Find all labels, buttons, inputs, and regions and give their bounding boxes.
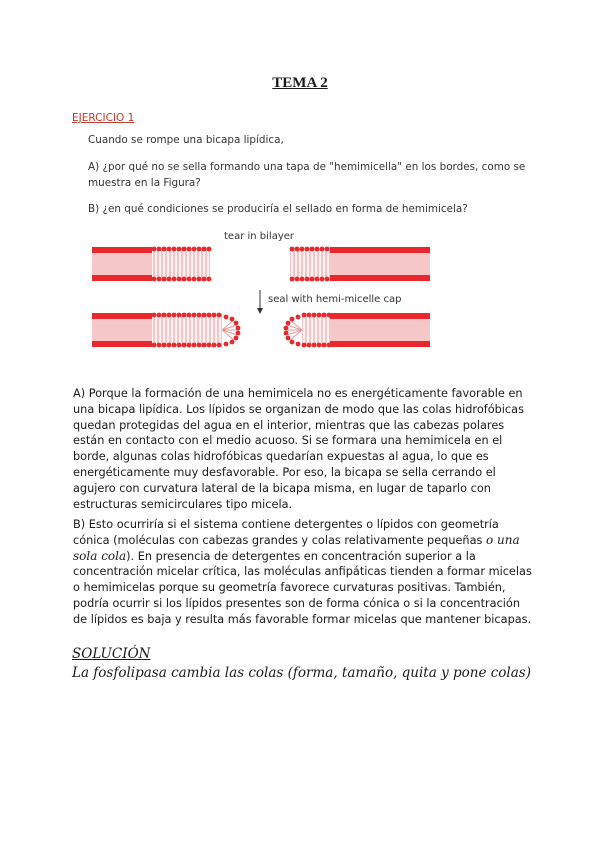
figure-label-seal: seal with hemi-micelle cap — [268, 294, 402, 305]
bilayer-bottom-right — [284, 313, 430, 348]
answer-a: A) Porque la formación de una hemimicela no es energéticamente favorable en una bicapa lipídica. Los lípidos se organizan de modo que las colas hidrofóbicas quedan protegidas del agua en el interior, mientras que las cabezas polares están en contacto con el medio acuoso. Si se formara una hemimicela en el borde, algunas colas hidrofóbicas quedarían expuestas al agua, lo que es energéticamente muy desfavorable. Por eso, la bicapa se sella cerrando el agujero con curvatura lateral de la bicapa misma, en lugar de taparlo con estructuras semicirculares tipo micela. — [73, 387, 524, 511]
page-title: TEMA 2 — [272, 75, 328, 91]
solution-label: SOLUCIÓN — [72, 646, 151, 662]
bilayer-top-left — [92, 247, 211, 282]
exercise-intro: Cuando se rompe una bicapa lipídica, — [88, 134, 284, 146]
bilayer-figure — [92, 228, 430, 363]
answer-b — [73, 517, 533, 628]
bilayer-top-right — [290, 247, 430, 282]
answer-b-part2: ). En presencia de detergentes en concentración superior a la concentración micelar crítica, las moléculas anfipáticas tienden a formar micelas o hemimicelas porque su geometría favorece curvaturas positivas. También, podría ocurrir si los lípidos presentes son de forma cónica o si la concentración de lípidos es baja y resulta más favorable formar micelas que mantener bicapas. — [73, 549, 532, 626]
question-a-line1: A) ¿por qué no se sella formando una tapa de "hemimicella" en los bordes, como se — [88, 161, 526, 173]
figure-label-tear: tear in bilayer — [224, 231, 294, 242]
question-a-line2: muestra en la Figura? — [88, 177, 201, 189]
exercise-label: EJERCICIO 1 — [72, 112, 135, 124]
solution-text: La fosfolipasa cambia las colas (forma, tamaño, quita y pone colas) — [72, 665, 531, 681]
answer-b-handwritten: o una sola cola — [73, 532, 520, 563]
bilayer-bottom-left — [92, 313, 240, 348]
down-arrow-icon — [257, 290, 263, 314]
question-b: B) ¿en qué condiciones se produciría el sellado en forma de hemimicela? — [88, 203, 468, 215]
answer-b-part1: B) Esto ocurriría si el sistema contiene detergentes o lípidos con geometría cónica (moléculas con cabezas grandes y colas relativamente pequeñas — [73, 518, 499, 547]
